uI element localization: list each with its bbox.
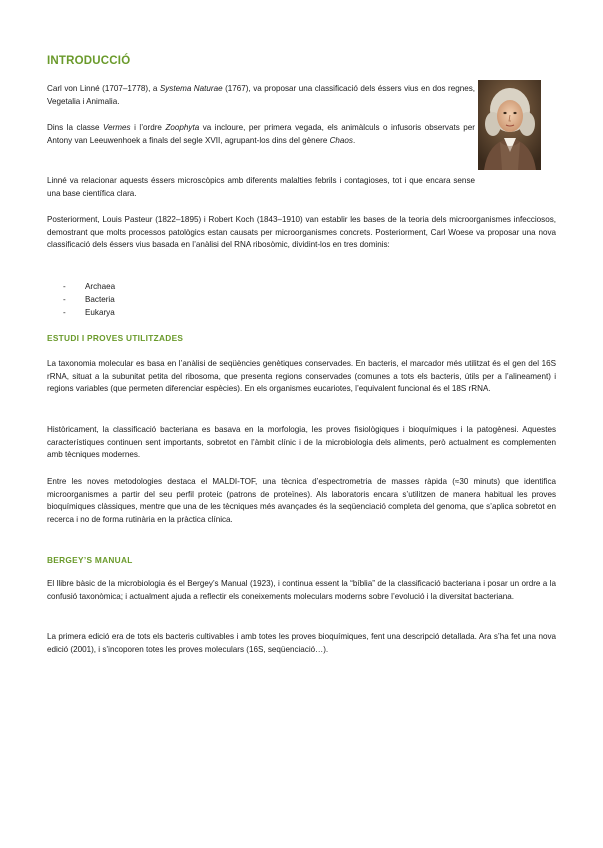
section1-paragraph-2: Històricament, la classificació bacteriana es basava en la morfologia, les proves fisiològiques i bioquímiques i la patogènesi. Aquestes característiques continuen sent importants, sobretot en l’àmbit clínic i de la microbiologia dels aliments, però actualment es complementen amb tècniques modernes. <box>47 425 556 460</box>
intro-paragraph-2: Dins la classe Vermes i l’ordre Zoophyta va incloure, per primera vegada, els animàlculs o infusoris observats per Antony van Leeuwenhoek a finals del segle XVII, agrupant-los dins del gènere Chaos. <box>47 123 475 145</box>
intro-paragraph-1: Carl von Linné (1707–1778), a Systema Naturae (1767), va proposar una classificació dels éssers vius en dos regnes, Vegetalia i Animalia. <box>47 84 476 106</box>
page-title: INTRODUCCIÓ <box>47 55 131 67</box>
intro-paragraph-3: Linné va relacionar aquests éssers microscòpics amb diferents malalties febrils i contagioses, tot i que encara sense una base científica clara. <box>47 176 475 198</box>
section-heading-bergey: BERGEY’S MANUAL <box>47 555 133 565</box>
linnaeus-portrait <box>478 80 541 170</box>
list-item: - Bacteria <box>63 295 115 305</box>
list-item: - Eukarya <box>63 308 115 318</box>
domains-list <box>63 280 115 320</box>
section2-paragraph-1: El llibre bàsic de la microbiologia és el Bergey’s Manual (1923), i continua essent la “bíblia” de la classificació bacteriana i posar un ordre a la confusió taxonòmica; i actualment ajuda a reflectir els coneixements moleculars moderns sobre l’evolució i la diversitat bacteriana. <box>47 579 556 601</box>
section1-paragraph-3: Entre les noves metodologies destaca el MALDI-TOF, una tècnica d’espectrometria de masses ràpida (≈30 minuts) que identifica microorganismes a partir del seu perfil proteic (patrons de proteïnes). Als laboratoris encara s’utilitzen de manera habitual les proves bioquímiques clàssiques, mentre que una de les tècniques més avançades és la seqüenciació completa del genoma, que s’aplica sobretot en recerca i no de forma rutinària en la pràctica clínica. <box>47 477 556 524</box>
section-heading-studies: ESTUDI I PROVES UTILITZADES <box>47 333 184 343</box>
list-item: - Archaea <box>63 282 116 291</box>
intro-paragraph-4: Posteriorment, Louis Pasteur (1822–1895) i Robert Koch (1843–1910) van establir les bases de la teoria dels microorganismes infecciosos, demostrant que molts processos patològics estan causats per microorganismes concrets. Posteriorment, Carl Woese va proposar una nova classificació dels éssers vius basada en l’anàlisi del RNA ribosòmic, dividint-los en tres dominis: <box>47 215 556 250</box>
section1-paragraph-1: La taxonomia molecular es basa en l’anàlisi de seqüències genètiques conservades. En bacteris, el marcador més utilitzat és el gen del 16S rRNA, situat a la subunitat petita del ribosoma, que presenta regions conservades (comunes a tots els bacteris, útils per a l’alineament) i regions variables (que permeten diferenciar espècies). En els organismes eucariotes, l’equivalent funcional és el 18S rRNA. <box>47 359 556 394</box>
section2-paragraph-2: La primera edició era de tots els bacteris cultivables i amb totes les proves bioquímiques, fent una descripció detallada. Ara s’ha fet una nova edició (2001), i s’incoporen totes les proves moleculars (16S, seqüenciació…). <box>47 632 556 654</box>
